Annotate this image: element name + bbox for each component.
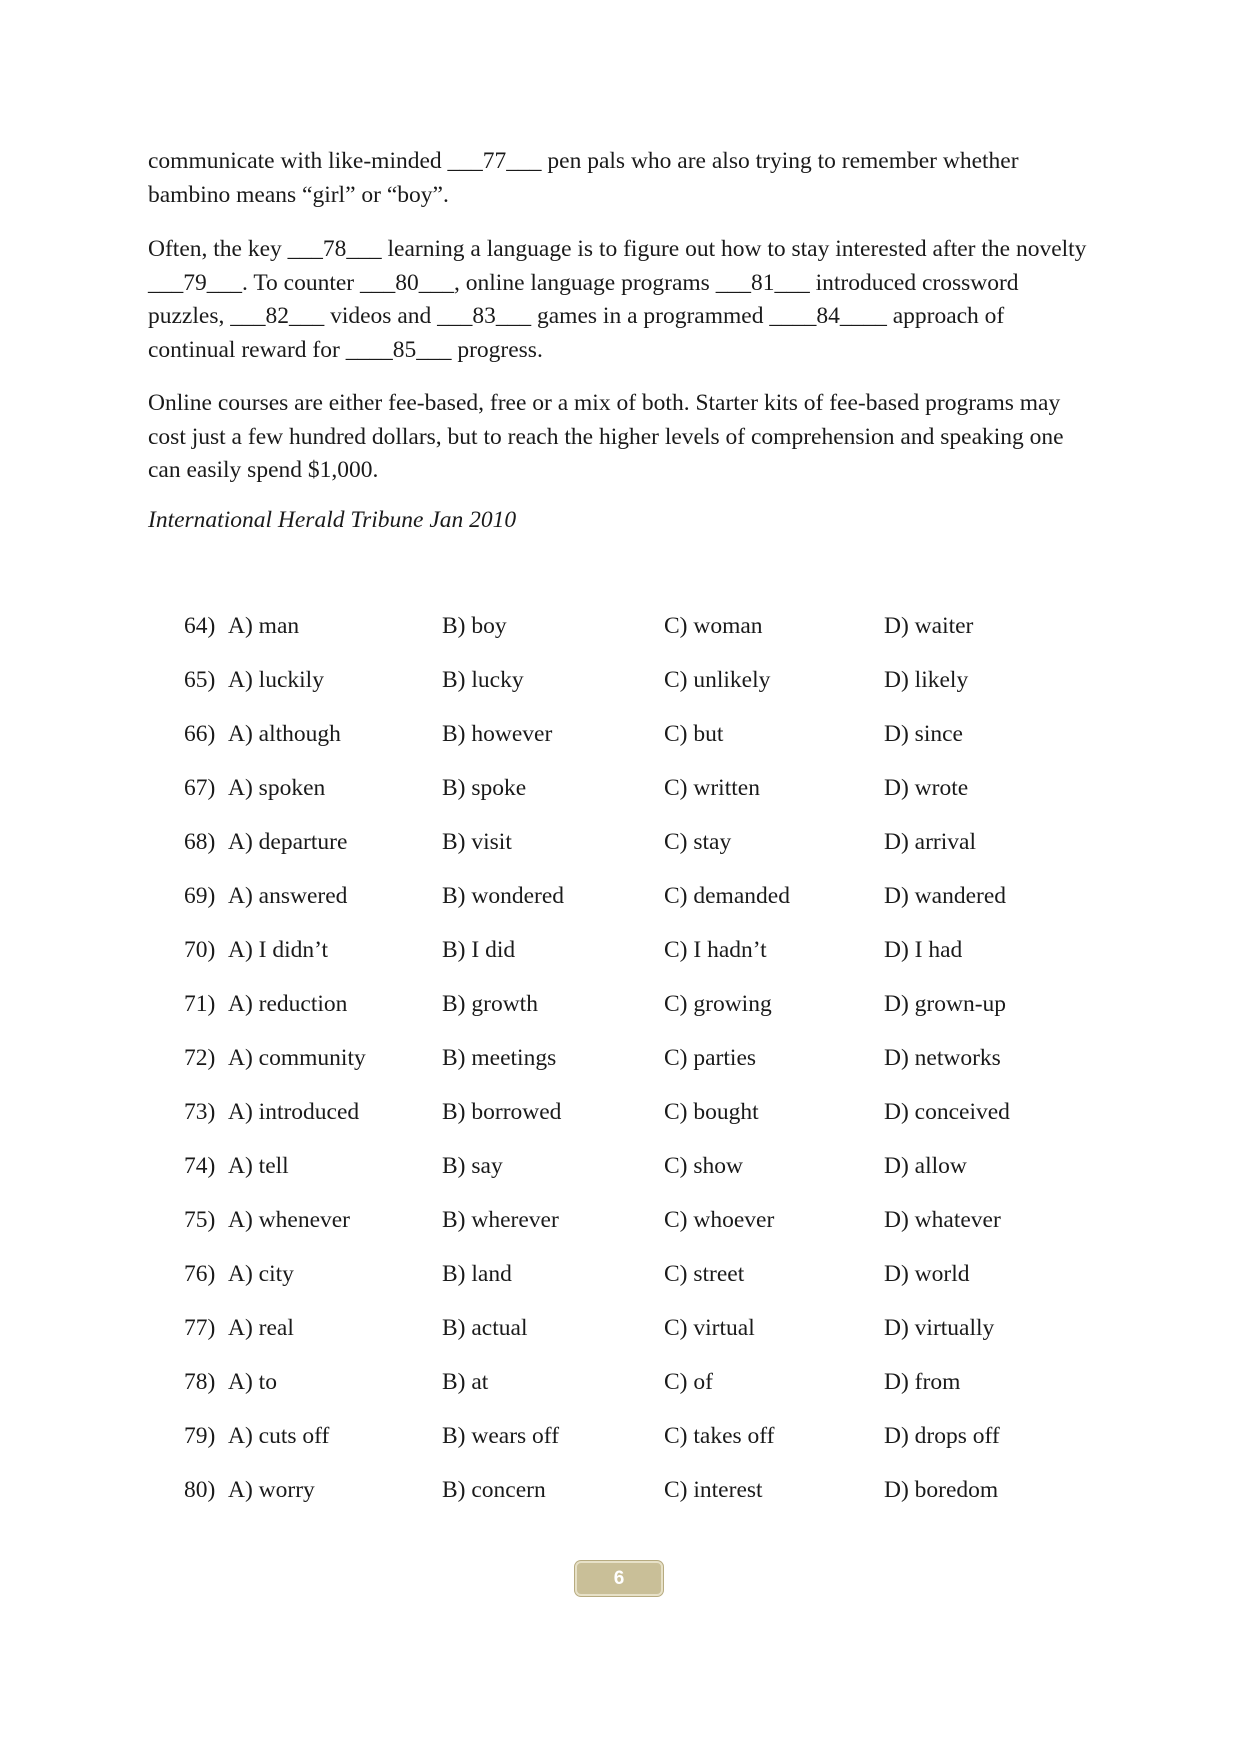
option-c: C) stay (664, 829, 732, 855)
question-number: 69) (184, 883, 216, 909)
paragraph-text: Online courses are either fee-based, free or a mix of both. Starter kits of fee-based programs may cost just a few hundred dollars, but to reach the higher levels of comprehension and speaking one can easily spend $1,000. (148, 390, 1064, 483)
question-number: 74) (184, 1153, 216, 1179)
option-a: A) community (228, 1045, 366, 1071)
option-a: A) reduction (228, 991, 348, 1017)
option-b: B) however (442, 721, 553, 747)
option-a: A) worry (228, 1477, 315, 1503)
option-a: A) cuts off (228, 1423, 330, 1449)
option-c: C) bought (664, 1099, 759, 1125)
option-a: A) I didn’t (228, 937, 329, 963)
answer-options-list (184, 610, 1084, 1528)
option-a: A) although (228, 721, 341, 747)
option-a: A) real (228, 1315, 294, 1341)
option-a: A) departure (228, 829, 348, 855)
question-row (184, 1042, 1084, 1096)
option-a: A) whenever (228, 1207, 351, 1233)
option-c: C) interest (664, 1477, 763, 1503)
option-d: D) conceived (884, 1099, 1010, 1125)
question-row (184, 772, 1084, 826)
option-c: C) unlikely (664, 667, 771, 693)
paragraph-text: Often, the key ___78___ learning a language is to figure out how to stay interested after the novelty ___79___. To counter ___80___, online language programs ___81___ introduced crossword puzzles, ___82___ videos and ___83___ games in a programmed ____84____ approach of continual reward for ____85___ progress. (148, 236, 1087, 363)
option-c: C) demanded (664, 883, 790, 909)
question-row (184, 934, 1084, 988)
option-b: B) meetings (442, 1045, 557, 1071)
question-number: 67) (184, 775, 216, 801)
option-c: C) whoever (664, 1207, 775, 1233)
option-d: D) arrival (884, 829, 976, 855)
option-a: A) answered (228, 883, 348, 909)
option-b: B) growth (442, 991, 538, 1017)
option-b: B) borrowed (442, 1099, 562, 1125)
option-d: D) since (884, 721, 963, 747)
option-c: C) street (664, 1261, 745, 1287)
option-d: D) from (884, 1369, 961, 1395)
option-d: D) world (884, 1261, 970, 1287)
option-b: B) lucky (442, 667, 524, 693)
option-d: D) wandered (884, 883, 1007, 909)
question-row (184, 1312, 1084, 1366)
page-number-badge: 6 (575, 1561, 663, 1596)
option-d: D) I had (884, 937, 963, 963)
question-row (184, 610, 1084, 664)
question-row (184, 664, 1084, 718)
option-b: B) I did (442, 937, 516, 963)
option-c: C) virtual (664, 1315, 755, 1341)
question-row (184, 1366, 1084, 1420)
option-c: C) I hadn’t (664, 937, 767, 963)
option-d: D) waiter (884, 613, 974, 639)
option-d: D) networks (884, 1045, 1001, 1071)
passage-paragraph-2 (148, 233, 1093, 387)
option-c: C) show (664, 1153, 743, 1179)
source-citation: International Herald Tribune Jan 2010 (148, 507, 517, 533)
question-row (184, 1096, 1084, 1150)
option-b: B) wondered (442, 883, 565, 909)
question-number: 64) (184, 613, 216, 639)
question-number: 77) (184, 1315, 216, 1341)
option-b: B) concern (442, 1477, 546, 1503)
paragraph-text: communicate with like-minded ___77___ pen pals who are also trying to remember whether bambino means “girl” or “boy”. (148, 148, 1019, 208)
option-a: A) tell (228, 1153, 289, 1179)
question-number: 79) (184, 1423, 216, 1449)
option-a: A) spoken (228, 775, 326, 801)
option-b: B) actual (442, 1315, 528, 1341)
option-d: D) grown-up (884, 991, 1007, 1017)
question-row (184, 880, 1084, 934)
option-c: C) but (664, 721, 724, 747)
option-d: D) allow (884, 1153, 967, 1179)
option-c: C) written (664, 775, 760, 801)
option-b: B) wears off (442, 1423, 560, 1449)
option-c: C) woman (664, 613, 763, 639)
option-a: A) introduced (228, 1099, 360, 1125)
question-number: 70) (184, 937, 216, 963)
option-b: B) at (442, 1369, 489, 1395)
option-d: D) whatever (884, 1207, 1001, 1233)
option-a: A) luckily (228, 667, 324, 693)
question-row (184, 988, 1084, 1042)
question-number: 71) (184, 991, 216, 1017)
question-number: 80) (184, 1477, 216, 1503)
option-d: D) virtually (884, 1315, 995, 1341)
option-b: B) wherever (442, 1207, 559, 1233)
option-c: C) parties (664, 1045, 757, 1071)
question-number: 72) (184, 1045, 216, 1071)
option-c: C) takes off (664, 1423, 775, 1449)
question-number: 76) (184, 1261, 216, 1287)
question-row (184, 1258, 1084, 1312)
option-c: C) of (664, 1369, 713, 1395)
question-number: 65) (184, 667, 216, 693)
option-a: A) to (228, 1369, 277, 1395)
option-a: A) man (228, 613, 300, 639)
question-row (184, 718, 1084, 772)
option-b: B) spoke (442, 775, 527, 801)
option-a: A) city (228, 1261, 294, 1287)
option-d: D) likely (884, 667, 969, 693)
option-d: D) wrote (884, 775, 969, 801)
option-d: D) drops off (884, 1423, 1000, 1449)
option-b: B) boy (442, 613, 507, 639)
option-c: C) growing (664, 991, 772, 1017)
option-d: D) boredom (884, 1477, 999, 1503)
passage-paragraph-1 (148, 145, 1093, 232)
question-row (184, 1150, 1084, 1204)
question-row (184, 1474, 1084, 1528)
option-b: B) say (442, 1153, 503, 1179)
passage-paragraph-3 (148, 387, 1093, 508)
question-number: 73) (184, 1099, 216, 1125)
option-b: B) land (442, 1261, 512, 1287)
question-number: 75) (184, 1207, 216, 1233)
question-row (184, 826, 1084, 880)
question-number: 78) (184, 1369, 216, 1395)
option-b: B) visit (442, 829, 512, 855)
question-row (184, 1204, 1084, 1258)
question-number: 66) (184, 721, 216, 747)
question-row (184, 1420, 1084, 1474)
question-number: 68) (184, 829, 216, 855)
